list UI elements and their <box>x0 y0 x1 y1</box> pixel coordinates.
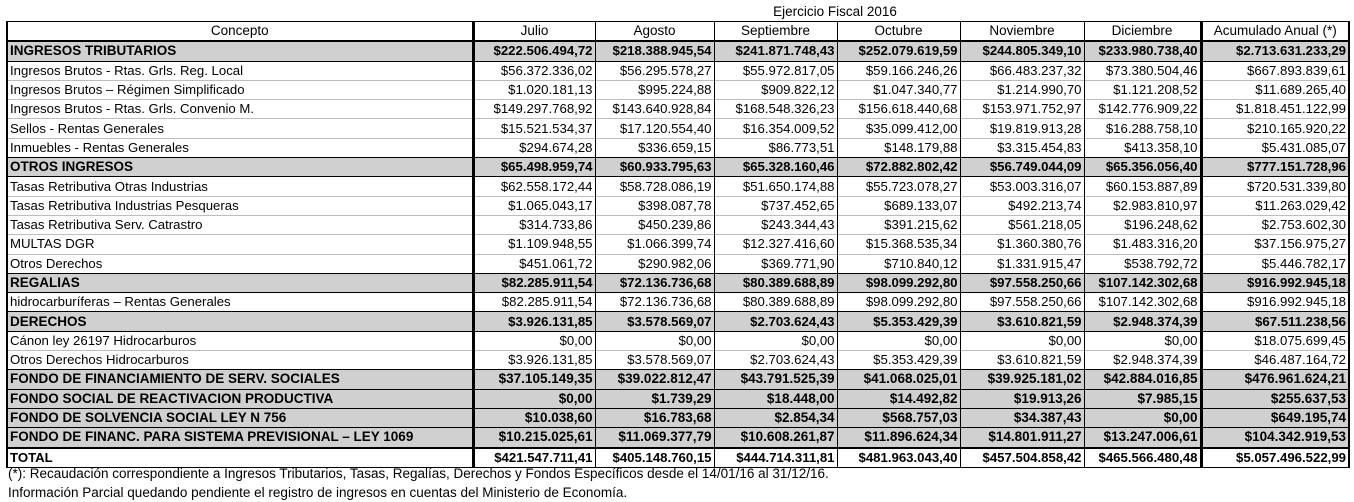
cell-acumulado: $5.057.496.522,99 <box>1201 448 1349 468</box>
header-agosto: Agosto <box>595 22 714 42</box>
row-label: INGRESOS TRIBUTARIOS <box>7 41 473 61</box>
cell-month-value: $148.179,88 <box>837 138 960 157</box>
cell-month-value: $86.773,51 <box>714 138 837 157</box>
cell-month-value: $369.771,90 <box>714 254 837 273</box>
header-diciembre: Diciembre <box>1084 22 1201 42</box>
cell-month-value: $10.215.025,61 <box>473 428 595 448</box>
cell-month-value: $457.504.858,42 <box>960 448 1084 468</box>
row-label: FONDO DE SOLVENCIA SOCIAL LEY N 756 <box>7 408 473 427</box>
cell-month-value: $56.749.044,09 <box>960 158 1084 177</box>
row-label: Tasas Retributiva Otras Industrias <box>7 177 473 196</box>
cell-month-value: $16.783,68 <box>595 408 714 427</box>
header-noviembre: Noviembre <box>960 22 1084 42</box>
cell-month-value: $16.288.758,10 <box>1084 119 1201 138</box>
cell-month-value: $3.926.131,85 <box>473 351 595 370</box>
cell-month-value: $0,00 <box>1084 331 1201 350</box>
cell-month-value: $66.483.237,32 <box>960 61 1084 80</box>
row-label: Otros Derechos Hidrocarburos <box>7 351 473 370</box>
cell-month-value: $55.723.078,27 <box>837 177 960 196</box>
cell-month-value: $1.020.181,13 <box>473 80 595 99</box>
table-row <box>7 196 1349 215</box>
cell-month-value: $492.213,74 <box>960 196 1084 215</box>
table-body <box>7 41 1349 467</box>
cell-acumulado: $667.893.839,61 <box>1201 61 1349 80</box>
cell-acumulado: $777.151.728,96 <box>1201 158 1349 177</box>
table-row <box>7 331 1349 350</box>
table-row <box>7 119 1349 138</box>
cell-month-value: $218.388.945,54 <box>595 41 714 61</box>
row-label: hidrocarburíferas – Rentas Generales <box>7 293 473 312</box>
cell-month-value: $11.896.624,34 <box>837 428 960 448</box>
category-row <box>7 158 1349 177</box>
cell-month-value: $65.356.056,40 <box>1084 158 1201 177</box>
cell-acumulado: $11.689.265,40 <box>1201 80 1349 99</box>
cell-month-value: $37.105.149,35 <box>473 370 595 389</box>
cell-month-value: $1.047.340,77 <box>837 80 960 99</box>
cell-month-value: $143.640.928,84 <box>595 100 714 119</box>
table-row <box>7 80 1349 99</box>
table-row <box>7 100 1349 119</box>
cell-month-value: $244.805.349,10 <box>960 41 1084 61</box>
cell-month-value: $3.578.569,07 <box>595 312 714 331</box>
cell-month-value: $222.506.494,72 <box>473 41 595 61</box>
cell-month-value: $290.982,06 <box>595 254 714 273</box>
category-row <box>7 41 1349 61</box>
cell-month-value: $39.022.812,47 <box>595 370 714 389</box>
table-row <box>7 351 1349 370</box>
cell-month-value: $1.109.948,55 <box>473 235 595 254</box>
cell-month-value: $55.972.817,05 <box>714 61 837 80</box>
row-label: Ingresos Brutos - Rtas. Grls. Reg. Local <box>7 61 473 80</box>
cell-month-value: $107.142.302,68 <box>1084 293 1201 312</box>
cell-acumulado: $916.992.945,18 <box>1201 273 1349 292</box>
cell-acumulado: $46.487.164,72 <box>1201 351 1349 370</box>
cell-month-value: $398.087,78 <box>595 196 714 215</box>
cell-acumulado: $476.961.624,21 <box>1201 370 1349 389</box>
cell-acumulado: $649.195,74 <box>1201 408 1349 427</box>
cell-month-value: $56.295.578,27 <box>595 61 714 80</box>
cell-month-value: $19.819.913,28 <box>960 119 1084 138</box>
cell-month-value: $98.099.292,80 <box>837 273 960 292</box>
cell-month-value: $1.065.043,17 <box>473 196 595 215</box>
category-row <box>7 408 1349 427</box>
cell-month-value: $7.985,15 <box>1084 389 1201 408</box>
cell-month-value: $1.483.316,20 <box>1084 235 1201 254</box>
row-label: TOTAL <box>7 448 473 468</box>
cell-month-value: $233.980.738,40 <box>1084 41 1201 61</box>
fiscal-revenue-table <box>6 21 1350 468</box>
cell-month-value: $2.948.374,39 <box>1084 312 1201 331</box>
cell-month-value: $13.247.006,61 <box>1084 428 1201 448</box>
row-label: Otros Derechos <box>7 254 473 273</box>
row-label: Tasas Retributiva Serv. Catrastro <box>7 215 473 234</box>
cell-month-value: $19.913,26 <box>960 389 1084 408</box>
cell-month-value: $0,00 <box>473 389 595 408</box>
cell-month-value: $2.854,34 <box>714 408 837 427</box>
cell-month-value: $80.389.688,89 <box>714 293 837 312</box>
cell-acumulado: $1.818.451.122,99 <box>1201 100 1349 119</box>
cell-acumulado: $5.446.782,17 <box>1201 254 1349 273</box>
cell-month-value: $3.926.131,85 <box>473 312 595 331</box>
cell-month-value: $0,00 <box>473 331 595 350</box>
cell-month-value: $413.358,10 <box>1084 138 1201 157</box>
cell-month-value: $153.971.752,97 <box>960 100 1084 119</box>
row-label: Cánon ley 26197 Hidrocarburos <box>7 331 473 350</box>
cell-month-value: $1.739,29 <box>595 389 714 408</box>
cell-month-value: $2.703.624,43 <box>714 351 837 370</box>
cell-month-value: $80.389.688,89 <box>714 273 837 292</box>
table-row <box>7 215 1349 234</box>
cell-month-value: $3.578.569,07 <box>595 351 714 370</box>
cell-month-value: $34.387,43 <box>960 408 1084 427</box>
cell-month-value: $65.498.959,74 <box>473 158 595 177</box>
cell-month-value: $243.344,43 <box>714 215 837 234</box>
table-row <box>7 293 1349 312</box>
cell-month-value: $43.791.525,39 <box>714 370 837 389</box>
cell-month-value: $710.840,12 <box>837 254 960 273</box>
cell-month-value: $3.610.821,59 <box>960 312 1084 331</box>
cell-month-value: $689.133,07 <box>837 196 960 215</box>
cell-month-value: $142.776.909,22 <box>1084 100 1201 119</box>
cell-month-value: $336.659,15 <box>595 138 714 157</box>
cell-month-value: $0,00 <box>960 331 1084 350</box>
table-row <box>7 235 1349 254</box>
cell-month-value: $14.801.911,27 <box>960 428 1084 448</box>
category-row <box>7 389 1349 408</box>
cell-month-value: $1.066.399,74 <box>595 235 714 254</box>
cell-month-value: $35.099.412,00 <box>837 119 960 138</box>
cell-month-value: $5.353.429,39 <box>837 351 960 370</box>
cell-month-value: $62.558.172,44 <box>473 177 595 196</box>
cell-month-value: $0,00 <box>837 331 960 350</box>
cell-month-value: $0,00 <box>714 331 837 350</box>
cell-month-value: $909.822,12 <box>714 80 837 99</box>
cell-acumulado: $104.342.919,53 <box>1201 428 1349 448</box>
cell-month-value: $14.492,82 <box>837 389 960 408</box>
row-label: Inmuebles - Rentas Generales <box>7 138 473 157</box>
cell-month-value: $11.069.377,79 <box>595 428 714 448</box>
cell-month-value: $98.099.292,80 <box>837 293 960 312</box>
cell-month-value: $1.331.915,47 <box>960 254 1084 273</box>
row-label: Tasas Retributiva Industrias Pesqueras <box>7 196 473 215</box>
cell-month-value: $2.948.374,39 <box>1084 351 1201 370</box>
category-row <box>7 273 1349 292</box>
cell-month-value: $0,00 <box>1084 408 1201 427</box>
cell-month-value: $450.239,86 <box>595 215 714 234</box>
row-label: FONDO SOCIAL DE REACTIVACION PRODUCTIVA <box>7 389 473 408</box>
category-row <box>7 370 1349 389</box>
cell-acumulado: $2.713.631.233,29 <box>1201 41 1349 61</box>
cell-month-value: $65.328.160,46 <box>714 158 837 177</box>
cell-month-value: $3.610.821,59 <box>960 351 1084 370</box>
cell-month-value: $241.871.748,43 <box>714 41 837 61</box>
cell-month-value: $3.315.454,83 <box>960 138 1084 157</box>
cell-month-value: $0,00 <box>595 331 714 350</box>
cell-month-value: $196.248,62 <box>1084 215 1201 234</box>
cell-month-value: $58.728.086,19 <box>595 177 714 196</box>
cell-month-value: $72.136.736,68 <box>595 273 714 292</box>
cell-month-value: $1.121.208,52 <box>1084 80 1201 99</box>
footnote-partial-info: Información Parcial quedando pendiente el registro de ingresos en cuentas del Ministerio de Economía. <box>8 485 628 500</box>
cell-month-value: $16.354.009,52 <box>714 119 837 138</box>
cell-month-value: $60.153.887,89 <box>1084 177 1201 196</box>
cell-month-value: $72.136.736,68 <box>595 293 714 312</box>
cell-month-value: $294.674,28 <box>473 138 595 157</box>
cell-month-value: $15.521.534,37 <box>473 119 595 138</box>
cell-acumulado: $255.637,53 <box>1201 389 1349 408</box>
cell-month-value: $82.285.911,54 <box>473 293 595 312</box>
cell-month-value: $444.714.311,81 <box>714 448 837 468</box>
cell-acumulado: $5.431.085,07 <box>1201 138 1349 157</box>
row-label: DERECHOS <box>7 312 473 331</box>
cell-acumulado: $18.075.699,45 <box>1201 331 1349 350</box>
row-label: Sellos - Rentas Generales <box>7 119 473 138</box>
cell-month-value: $97.558.250,66 <box>960 293 1084 312</box>
cell-month-value: $56.372.336,02 <box>473 61 595 80</box>
header-row <box>7 22 1349 42</box>
header-octubre: Octubre <box>837 22 960 42</box>
cell-month-value: $60.933.795,63 <box>595 158 714 177</box>
cell-month-value: $82.285.911,54 <box>473 273 595 292</box>
table-row <box>7 138 1349 157</box>
cell-month-value: $59.166.246,26 <box>837 61 960 80</box>
cell-month-value: $73.380.504,46 <box>1084 61 1201 80</box>
cell-month-value: $72.882.802,42 <box>837 158 960 177</box>
cell-month-value: $451.061,72 <box>473 254 595 273</box>
table-row <box>7 61 1349 80</box>
cell-acumulado: $210.165.920,22 <box>1201 119 1349 138</box>
cell-acumulado: $2.753.602,30 <box>1201 215 1349 234</box>
header-julio: Julio <box>473 22 595 42</box>
row-label: FONDO DE FINANC. PARA SISTEMA PREVISIONAL – LEY 1069 <box>7 428 473 448</box>
cell-acumulado: $37.156.975,27 <box>1201 235 1349 254</box>
row-label: Ingresos Brutos - Rtas. Grls. Convenio M. <box>7 100 473 119</box>
table-row <box>7 177 1349 196</box>
cell-month-value: $252.079.619,59 <box>837 41 960 61</box>
cell-month-value: $5.353.429,39 <box>837 312 960 331</box>
cell-acumulado: $916.992.945,18 <box>1201 293 1349 312</box>
cell-month-value: $737.452,65 <box>714 196 837 215</box>
cell-month-value: $51.650.174,88 <box>714 177 837 196</box>
row-label: Ingresos Brutos – Régimen Simplificado <box>7 80 473 99</box>
footnotes <box>8 464 829 502</box>
cell-month-value: $1.214.990,70 <box>960 80 1084 99</box>
cell-month-value: $2.983.810,97 <box>1084 196 1201 215</box>
cell-month-value: $17.120.554,40 <box>595 119 714 138</box>
cell-month-value: $41.068.025,01 <box>837 370 960 389</box>
cell-month-value: $481.963.043,40 <box>837 448 960 468</box>
header-acumulado-anual: Acumulado Anual (*) <box>1201 22 1349 42</box>
cell-month-value: $10.038,60 <box>473 408 595 427</box>
cell-acumulado: $67.511.238,56 <box>1201 312 1349 331</box>
fiscal-year-title: Ejercicio Fiscal 2016 <box>773 4 897 19</box>
cell-month-value: $168.548.326,23 <box>714 100 837 119</box>
cell-month-value: $568.757,03 <box>837 408 960 427</box>
cell-month-value: $421.547.711,41 <box>473 448 595 468</box>
category-row <box>7 428 1349 448</box>
cell-month-value: $53.003.316,07 <box>960 177 1084 196</box>
cell-acumulado: $11.263.029,42 <box>1201 196 1349 215</box>
cell-month-value: $42.884.016,85 <box>1084 370 1201 389</box>
row-label: REGALIAS <box>7 273 473 292</box>
cell-month-value: $538.792,72 <box>1084 254 1201 273</box>
cell-month-value: $15.368.535,34 <box>837 235 960 254</box>
table-row <box>7 254 1349 273</box>
cell-month-value: $2.703.624,43 <box>714 312 837 331</box>
cell-month-value: $156.618.440,68 <box>837 100 960 119</box>
header-septiembre: Septiembre <box>714 22 837 42</box>
row-label: OTROS INGRESOS <box>7 158 473 177</box>
header-concepto: Concepto <box>7 22 473 42</box>
category-row <box>7 312 1349 331</box>
cell-month-value: $314.733,86 <box>473 215 595 234</box>
row-label: FONDO DE FINANCIAMIENTO DE SERV. SOCIALES <box>7 370 473 389</box>
cell-month-value: $18.448,00 <box>714 389 837 408</box>
cell-month-value: $107.142.302,68 <box>1084 273 1201 292</box>
cell-month-value: $39.925.181,02 <box>960 370 1084 389</box>
cell-month-value: $561.218,05 <box>960 215 1084 234</box>
row-label: MULTAS DGR <box>7 235 473 254</box>
cell-acumulado: $720.531.339,80 <box>1201 177 1349 196</box>
cell-month-value: $391.215,62 <box>837 215 960 234</box>
cell-month-value: $1.360.380,76 <box>960 235 1084 254</box>
cell-month-value: $405.148.760,15 <box>595 448 714 468</box>
cell-month-value: $12.327.416,60 <box>714 235 837 254</box>
cell-month-value: $97.558.250,66 <box>960 273 1084 292</box>
cell-month-value: $149.297.768,92 <box>473 100 595 119</box>
cell-month-value: $995.224,88 <box>595 80 714 99</box>
footnote-acumulado: (*): Recaudación correspondiente a Ingresos Tributarios, Tasas, Regalías, Derechos y Fondos Específicos desde el 14/01/16 al 31/12/16. <box>8 466 829 481</box>
cell-month-value: $465.566.480,48 <box>1084 448 1201 468</box>
cell-month-value: $10.608.261,87 <box>714 428 837 448</box>
